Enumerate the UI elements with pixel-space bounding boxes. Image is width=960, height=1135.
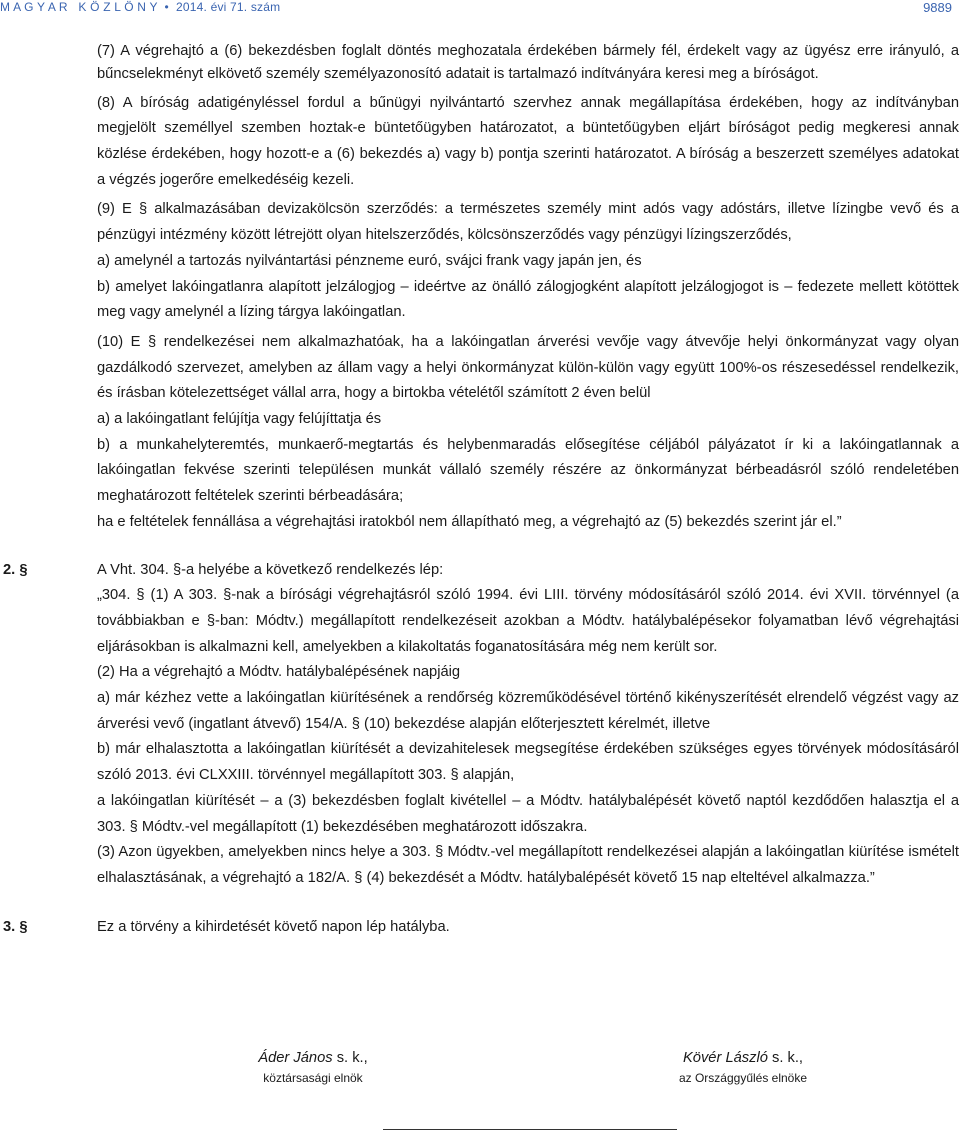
signatory-suffix: s. k., [767, 1050, 803, 1066]
section-2-paragraph-3: (3) Azon ügyekben, amelyekben nincs helye a 303. § Módtv.-vel megállapított rendelkezései alapján a lakóingatlan kiürítése ismételt elhalasztásának, a végrehajtó a 182/A. § (4) bekezdését a Módtv. hatálybalépését követő 15 nap elteltével alkalmazza.” [97, 844, 959, 886]
signatory-name: Kövér László [683, 1050, 768, 1066]
signatory-name: Áder János [258, 1050, 333, 1066]
section-number: 3. § [3, 918, 28, 935]
signatory-role: az Országgyűlés elnöke [678, 1071, 808, 1085]
section-2-paragraph-2-closing: a lakóingatlan kiürítését – a (3) bekezdésben foglalt kivétellel – a Módtv. hatálybalépését követő naptól kezdődően halasztja el a 303. § Módtv.-vel megállapított (1) bekezdésében meghatározott időszakra. [97, 792, 959, 835]
document-body [3, 40, 959, 940]
paragraph-7: (7) A végrehajtó a (6) bekezdésben foglalt döntés meghozatala érdekében bármely fél, érdekelt vagy az ügyész erre irányuló, a bűncselekményt elkövető személy személyazonosító adatait is tartalmazó indítványára keresi meg a bíróságot. [97, 43, 959, 83]
paragraph-10: (10) E § rendelkezései nem alkalmazhatóak, ha a lakóingatlan árverési vevője vagy átvevője helyi önkormányzat vagy olyan gazdálkodó szervezet, amelyben az állam vagy a helyi önkormányzat külön-külön vagy együtt 100%-os részesedéssel rendelkezik, és írásban kötelezettséget vállal arra, hogy a birtokba vételétől számított 2 éven belül [97, 333, 959, 402]
paragraph-9-b: b) amelyet lakóingatlanra alapított jelzálogjog – ideértve az önálló zálogjogként alapított jelzálogjogot is – fedezete mellett kötöttek meg vagy amelynél a lízing tárgya lakóingatlan. [97, 278, 959, 321]
paragraph-9-a: a) amelynél a tartozás nyilvántartási pénzneme euró, svájci frank vagy japán jen, és [97, 252, 642, 269]
section-number: 2. § [3, 561, 28, 578]
section-2-paragraph-2-a: a) már kézhez vette a lakóingatlan kiürítésének a rendőrség közreműködésével történő kikényszerítését elrendelő végzést vagy az árverési vevő (ingatlant átvevő) 154/A. § (10) bekezdése alapján előterjesztett kérelmét, illetve [97, 690, 959, 732]
signatory-role: köztársasági elnök [263, 1071, 363, 1085]
section-2-paragraph-2-b: b) már elhalasztotta a lakóingatlan kiürítését a devizahitelesek megsegítése érdekében szükséges egyes törvények módosításáról szóló 2013. évi CLXXIII. törvénnyel megállapított 303. § alapján, [97, 741, 959, 784]
paragraph-8: (8) A bíróság adatigényléssel fordul a bűnügyi nyilvántartó szervhez annak megállapítása érdekében, hogy az indítványban megjelölt személlyel szemben hoztak-e büntetőügyben határozatot, a büntetőügyben eljárt bíróságot pedig megkeresi annak közlése érdekében, hogy hozott-e a (6) bekezdés a) vagy b) pontja szerinti határozatot. A bíróság a beszerzett személyes adatokat a végzés jogerőre emelkedéséig kezeli. [97, 94, 959, 188]
signatures [0, 1047, 960, 1097]
section-2-intro: A Vht. 304. §-a helyébe a következő rendelkezés lép: [97, 561, 444, 578]
paragraph-10-closing: ha e feltételek fennállása a végrehajtási iratokból nem állapítható meg, a végrehajtó az (5) bekezdés szerint jár el.” [97, 513, 842, 530]
section-2 [3, 558, 959, 892]
bottom-divider [383, 1129, 677, 1130]
section-2-paragraph-1: „304. § (1) A 303. §-nak a bírósági végrehajtásról szóló 1994. évi LIII. törvény módosításáról szóló 2014. évi XVII. törvénnyel (a továbbiakban e §-ban: Módtv.) megállapított rendelkezéseit azokban a Módtv. hatálybalépésekor folyamatban lévő végrehajtási eljárásokban is alkalmazni kell, amelyekben a kilakoltatás foganatosítására még nem került sor. [97, 587, 959, 655]
journal-title: M A G Y A R K Ö Z L Ö N Y • 2014. évi 71. szám [0, 0, 281, 14]
signatory-suffix: s. k., [332, 1050, 368, 1066]
paragraph-9: (9) E § alkalmazásában devizakölcsön szerződés: a természetes személy mint adós vagy adóstárs, illetve lízingbe vevő és a pénzügyi intézmény között létrejött olyan hitelszerződés, kölcsönszerződés vagy pénzügyi lízingszerződés, [97, 201, 959, 244]
section-1-continuation [97, 40, 959, 536]
signature-president [213, 1047, 413, 1087]
section-2-paragraph-2: (2) Ha a végrehajtó a Módtv. hatálybalépésének napjáig [97, 664, 461, 681]
page-header [0, 0, 960, 18]
paragraph-10-b: b) a munkahelyteremtés, munkaerő-megtartás és helybenmaradás elősegítése céljából pályázatot ír ki a lakóingatlannak a lakóingatlan fekvése szerinti településen munkát vállaló személy részére az önkormányzat bérbeadásról szóló rendeletében meghatározott feltételek szerinti bérbeadására; [97, 436, 959, 505]
section-3 [3, 915, 959, 941]
section-3-text: Ez a törvény a kihirdetését követő napon lép hatályba. [97, 918, 450, 935]
signature-speaker [643, 1047, 843, 1087]
page-number: 9889 [923, 0, 952, 15]
paragraph-10-a: a) a lakóingatlant felújítja vagy felújíttatja és [97, 411, 382, 428]
